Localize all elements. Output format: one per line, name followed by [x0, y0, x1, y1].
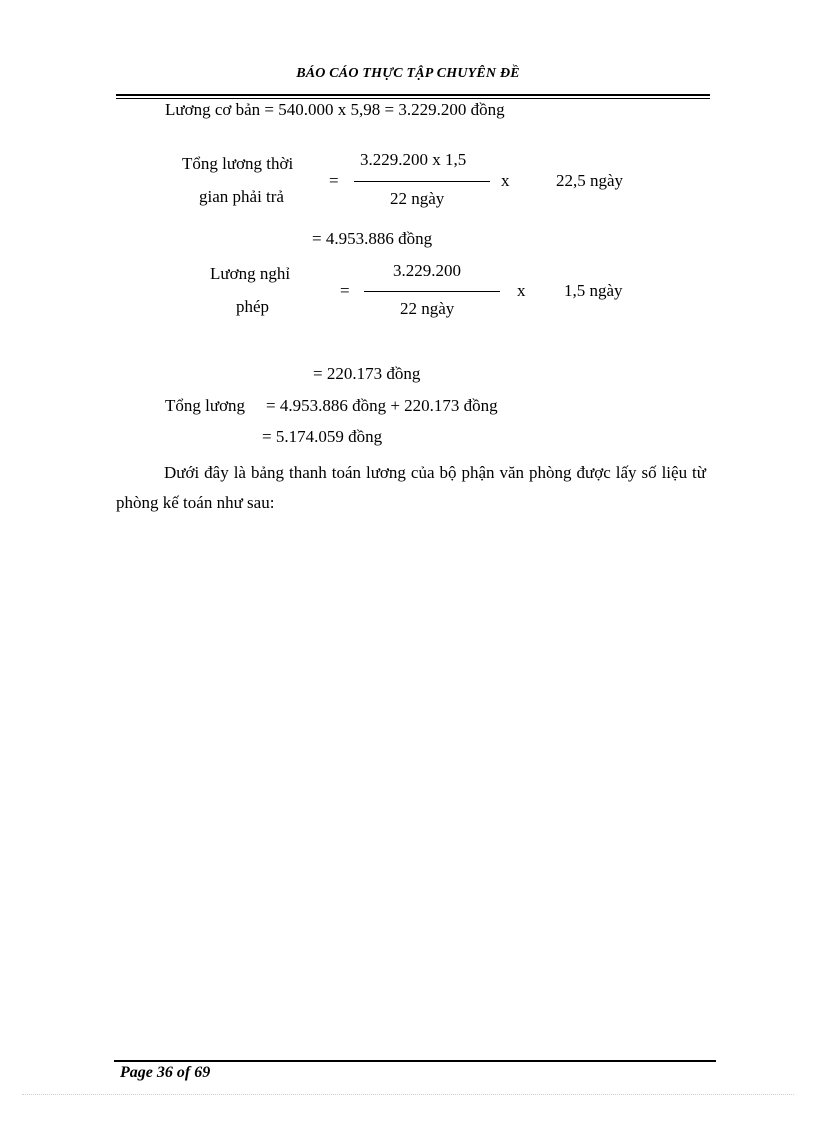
- total-result: = 5.174.059 đồng: [262, 427, 383, 446]
- formula1-times: x: [501, 171, 510, 190]
- formula2-multiplier: 1,5 ngày: [564, 281, 623, 300]
- formula1-equals: =: [329, 171, 339, 190]
- body-paragraph: Dưới đây là bảng thanh toán lương của bộ phận văn phòng được lấy số liệu từ phòng kế toán như sau:: [116, 463, 706, 512]
- formula2-result: = 220.173 đồng: [313, 364, 421, 383]
- formula1-label-line1: Tổng lương thời: [182, 154, 294, 173]
- formula1-fraction-bar: [354, 181, 490, 182]
- formula2-denominator: 22 ngày: [400, 299, 455, 318]
- document-header-title: BÁO CÁO THỰC TẬP CHUYÊN ĐỀ: [296, 66, 520, 81]
- formula2-equals: =: [340, 281, 350, 300]
- formula2-fraction-bar: [364, 291, 500, 292]
- formula1-multiplier: 22,5 ngày: [556, 171, 624, 190]
- formula2-label-line2: phép: [236, 297, 270, 316]
- footer-rule: [114, 1060, 716, 1062]
- formula1-numerator: 3.229.200 x 1,5: [360, 150, 467, 169]
- total-label: Tổng lương: [165, 396, 246, 415]
- formula1-label-line2: gian phải trả: [199, 187, 284, 206]
- header-rule-thin: [116, 98, 710, 99]
- total-expression: = 4.953.886 đồng + 220.173 đồng: [266, 396, 498, 415]
- formula1-result: = 4.953.886 đồng: [312, 229, 433, 248]
- page-bottom-dotted-edge: [22, 1094, 794, 1095]
- formula1-denominator: 22 ngày: [390, 189, 445, 208]
- formula2-label-line1: Lương nghỉ: [210, 264, 291, 283]
- formula2-times: x: [517, 281, 526, 300]
- basic-salary-line: Lương cơ bản = 540.000 x 5,98 = 3.229.200 đồng: [165, 100, 505, 119]
- header-rule-thick: [116, 94, 710, 96]
- formula2-numerator: 3.229.200: [393, 261, 461, 280]
- page-number-label: Page 36 of 69: [120, 1064, 211, 1081]
